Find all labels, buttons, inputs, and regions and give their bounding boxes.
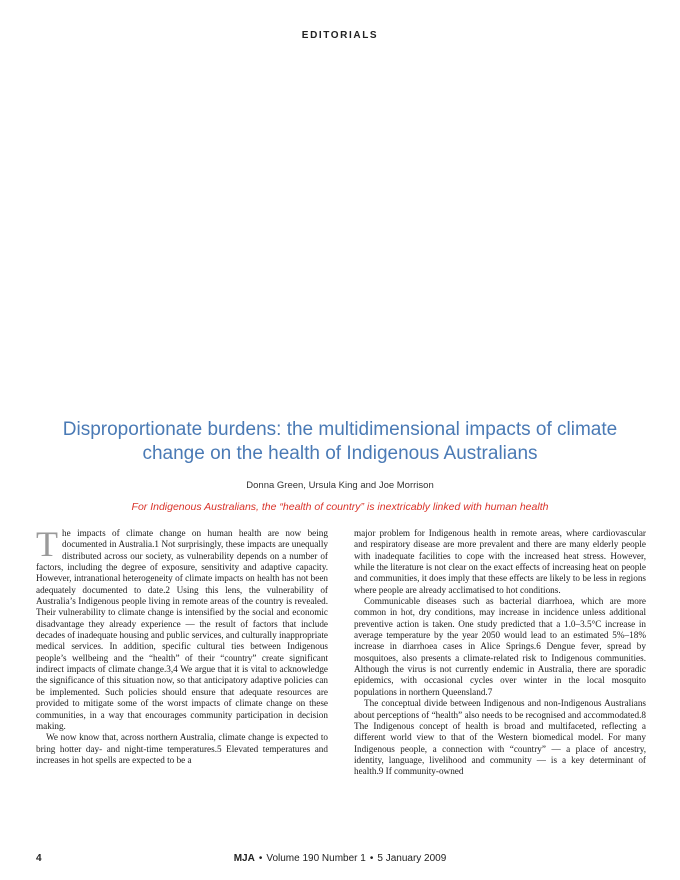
journal-name: MJA (233, 853, 255, 864)
article-title: Disproportionate burdens: the multidimensional impacts of climate change on the health of Indigenous Australians (62, 419, 618, 464)
body-column-right (354, 528, 646, 836)
drop-cap: T (36, 528, 58, 564)
section-label: EDITORIALS (301, 30, 379, 41)
journal-volume: Volume 190 Number 1 (266, 853, 366, 864)
bullet-separator: • (258, 853, 263, 864)
paragraph: Communicable diseases such as bacterial diarrhoea, which are more common in hot, dry conditions, may increase in incidence unless additional preventive action is taken. One study predicted that a 1.0–3.5°C increase in average temperature by the year 2050 would lead to an estimated 5%–18% increase in diarrhoea cases in Alice Springs.6 Dengue fever, spread by mosquitoes, also presents a climate-related risk to Indigenous communities. Although the virus is not currently endemic in Australia, there are sporadic epidemics, with occasional cycles over winter in the local mosquito populations in northern Queensland.7 (354, 596, 646, 697)
paragraph: major problem for Indigenous health in remote areas, where cardiovascular and respiratory disease are more prevalent and there are many elderly people with inadequate facilities to cope with the increased heat stress. However, while the literature is not clear on the exact effects of increasing heat on people and communities, it does imply that these effects are likely to be less in regions where people are already acclimatised to hot conditions. (354, 528, 646, 595)
journal-date: 5 January 2009 (377, 853, 447, 864)
article-standfirst: For Indigenous Australians, the “health of country” is inextricably linked with human health (131, 501, 549, 513)
body-column-left (36, 528, 328, 836)
paragraph: he impacts of climate change on human health are now being documented in Australia.1 Not surprisingly, these impacts are unequally distributed across our society, as vulnerability depends on a number of factors, including the degree of exposure, sensitivity and adaptive capacity. However, intranational heterogeneity of climate impacts on health has not been adequately documented to date.2 Using this lens, the vulnerability of Australia’s Indigenous people living in remote areas of the country is revealed. Their vulnerability to climate change is intensified by the social and economic disadvantage they already experience — the result of factors that include decades of inadequate housing and public services, and culturally inappropriate medical services. In addition, specific cultural ties between Indigenous people’s wellbeing and the “health” of their “country” create significant indirect impacts of climate change.3,4 We argue that it is vital to acknowledge the significance of this situation now, so that anticipatory adaptive policies can be implemented. Such policies should ensure that adequate resources are provided to mitigate some of the worst impacts of climate change on these communities, in a way that encourages community participation in decision making. (36, 528, 328, 731)
journal-info (36, 853, 644, 864)
page-number: 4 (36, 853, 42, 864)
article-authors: Donna Green, Ursula King and Joe Morrison (246, 480, 434, 491)
paragraph: The conceptual divide between Indigenous and non-Indigenous Australians about perceptions of “health” also needs to be recognised and accommodated.8 The Indigenous concept of health is broad and multifaceted, reflecting a different world view to that of the Western biomedical model. For many Indigenous people, a connection with “country” — a place of ancestry, identity, language, livelihood and community — is a key determinant of health.9 If community-owned (354, 698, 646, 777)
paragraph: We now know that, across northern Australia, climate change is expected to bring hotter day- and night-time temperatures.5 Elevated temperatures and increases in hot spells are expected to be a (36, 732, 328, 765)
bullet-separator: • (369, 853, 374, 864)
